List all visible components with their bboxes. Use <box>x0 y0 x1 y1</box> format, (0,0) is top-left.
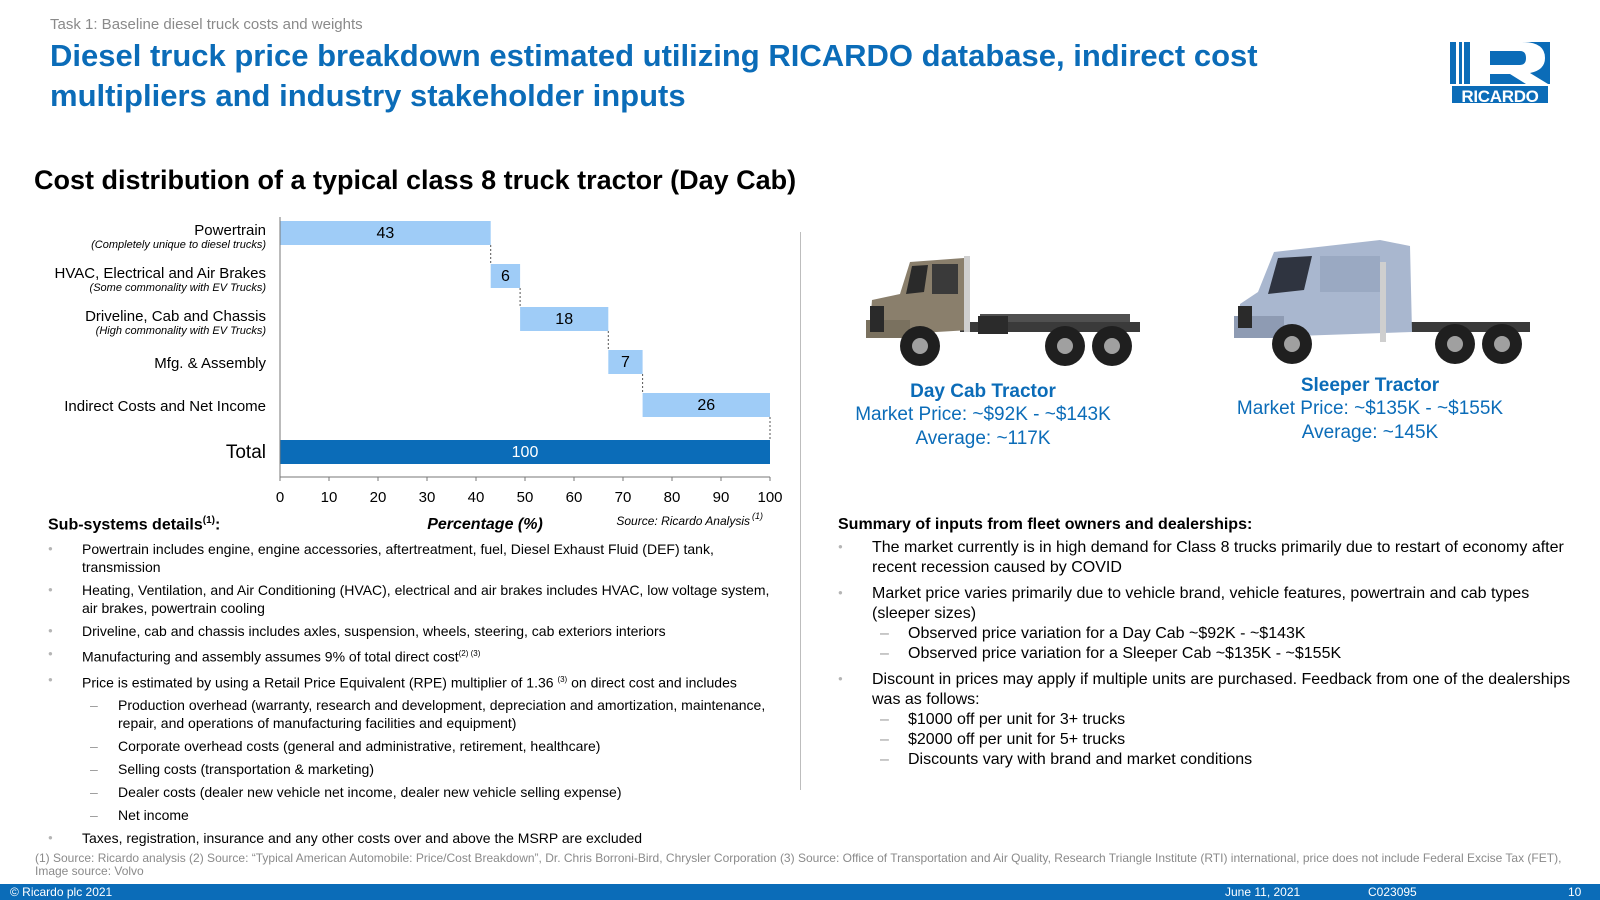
day-cab-title: Day Cab Tractor <box>910 381 1056 402</box>
chart-category-label: Powertrain <box>194 222 266 239</box>
list-subitem: – Selling costs (transportation & marketing) <box>48 760 783 778</box>
section-title: Cost distribution of a typical class 8 truck tractor (Day Cab) <box>34 165 797 195</box>
chart-x-tick-label: 60 <box>565 489 583 506</box>
chart-x-tick-label: 20 <box>369 489 387 506</box>
list-subitem: – Observed price variation for a Day Cab ~$92K - ~$143K <box>838 624 1578 644</box>
day-cab-price: Market Price: ~$92K - ~$143K <box>855 404 1111 425</box>
footnote: (1) Source: Ricardo analysis (2) Source: “Typical American Automobile: Price/Cost Breakdown”, Dr. Chris Borroni-Bird, Chrysler Corporation (3) Source: Office of Transportation and Air Quality, Research Triangle Institute (RTI) international, price does not include Federal Excise Tax (FET), Image source: Volvo <box>35 851 1562 878</box>
list-item: ● The market currently is in high demand for Class 8 trucks primarily due to restart of economy after recent recession caused by COVID <box>838 538 1578 578</box>
chart-category-sublabel: (Completely unique to diesel trucks) <box>91 239 266 251</box>
chart-x-tick-label: 90 <box>712 489 730 506</box>
chart-data-label: 100 <box>511 444 539 461</box>
chart-category-label: Total <box>225 442 266 463</box>
chart-category-label: Mfg. & Assembly <box>154 355 266 372</box>
chart-category-label: Indirect Costs and Net Income <box>64 398 266 415</box>
chart-x-tick-label: 10 <box>320 489 338 506</box>
ricardo-logo-text: RICARDO <box>1450 84 1550 105</box>
list-item: ● Manufacturing and assembly assumes 9% of total direct cost$^{(2) (3)}$ <box>48 645 783 666</box>
sleeper-price: Market Price: ~$135K - ~$155K <box>1236 398 1504 419</box>
chart-x-tick-label: 80 <box>663 489 681 506</box>
list-subitem: – Observed price variation for a Sleeper Cab ~$135K - ~$155K <box>838 644 1578 664</box>
list-item: ● Market price varies primarily due to vehicle brand, vehicle features, powertrain and cab types (sleeper sizes) <box>838 584 1578 624</box>
list-subitem: – Discounts vary with brand and market conditions <box>838 750 1578 770</box>
list-item: ● Powertrain includes engine, engine accessories, aftertreatment, fuel, Diesel Exhaust Fluid (DEF) tank, transmission <box>48 540 783 576</box>
footer-doc-id: C023095 <box>1368 885 1417 899</box>
chart-category-label: Driveline, Cab and Chassis <box>85 308 266 325</box>
list-item: ● Heating, Ventilation, and Air Conditioning (HVAC), electrical and air brakes includes HVAC, low voltage system, air brakes, powertrain cooling <box>48 581 783 617</box>
chart-data-label: 7 <box>620 354 630 371</box>
day-cab-truck-image <box>860 250 1150 370</box>
chart-data-label: 18 <box>555 311 574 328</box>
page-title: Diesel truck price breakdown estimated utilizing RICARDO database, indirect cost multipliers and industry stakeholder inputs <box>50 38 1258 113</box>
chart-category-label: HVAC, Electrical and Air Brakes <box>54 265 266 282</box>
sleeper-title: Sleeper Tractor <box>1300 375 1440 396</box>
footer-copyright: © Ricardo plc 2021 <box>10 885 113 899</box>
subsystems-list <box>48 540 783 852</box>
list-item: ● Discount in prices may apply if multiple units are purchased. Feedback from one of the dealerships was as follows: <box>838 670 1578 710</box>
sleeper-truck-image <box>1230 232 1535 367</box>
chart-data-label: 43 <box>376 225 395 242</box>
chart-x-tick-label: 40 <box>467 489 485 506</box>
sleeper-info <box>1225 375 1515 445</box>
chart-x-tick-label: 100 <box>757 489 783 506</box>
list-item: ● Driveline, cab and chassis includes axles, suspension, wheels, steering, cab exteriors interiors <box>48 622 783 640</box>
list-item: ● Price is estimated by using a Retail Price Equivalent (RPE) multiplier of 1.36 $^{(3)}$ on direct cost and includes <box>48 671 783 692</box>
task-label: Task 1: Baseline diesel truck costs and weights <box>50 16 363 33</box>
list-subitem: – Production overhead (warranty, research and development, depreciation and amortization, maintenance, repair, and operations of manufacturing facilities and equipment) <box>48 696 783 732</box>
chart-category-sublabel: (High commonality with EV Trucks) <box>95 325 266 337</box>
chart-x-tick-label: 0 <box>275 489 285 506</box>
day-cab-average: Average: ~117K <box>915 428 1051 449</box>
list-subitem: – $1000 off per unit for 3+ trucks <box>838 710 1578 730</box>
chart-category-sublabel: (Some commonality with EV Trucks) <box>89 282 266 294</box>
chart-data-label: 6 <box>500 268 510 285</box>
chart-x-tick-label: 30 <box>418 489 436 506</box>
list-item: ● Taxes, registration, insurance and any other costs over and above the MSRP are excluded <box>48 829 783 847</box>
vertical-divider <box>800 232 801 790</box>
subsystems-heading: Sub-systems details$^{(1)}$: <box>48 515 221 534</box>
chart-x-axis-title: Percentage (%) <box>427 516 543 533</box>
summary-heading: Summary of inputs from fleet owners and dealerships: <box>838 516 1253 533</box>
footer-bar <box>0 884 1600 900</box>
chart-source: Source: Ricardo Analysis <box>616 514 750 528</box>
list-subitem: – $2000 off per unit for 5+ trucks <box>838 730 1578 750</box>
chart-data-label: 26 <box>697 397 716 414</box>
sleeper-average: Average: ~145K <box>1301 422 1439 443</box>
footer-date: June 11, 2021 <box>1225 885 1301 899</box>
list-subitem: – Corporate overhead costs (general and administrative, retirement, healthcare) <box>48 737 783 755</box>
footer-page-number: 10 <box>1568 885 1582 899</box>
chart-source-ref: (1) <box>752 511 763 521</box>
chart-x-tick-label: 50 <box>516 489 534 506</box>
list-subitem: – Net income <box>48 806 783 824</box>
day-cab-info <box>848 381 1118 451</box>
summary-list <box>838 538 1578 770</box>
list-subitem: – Dealer costs (dealer new vehicle net income, dealer new vehicle selling expense) <box>48 783 783 801</box>
chart-x-tick-label: 70 <box>614 489 632 506</box>
